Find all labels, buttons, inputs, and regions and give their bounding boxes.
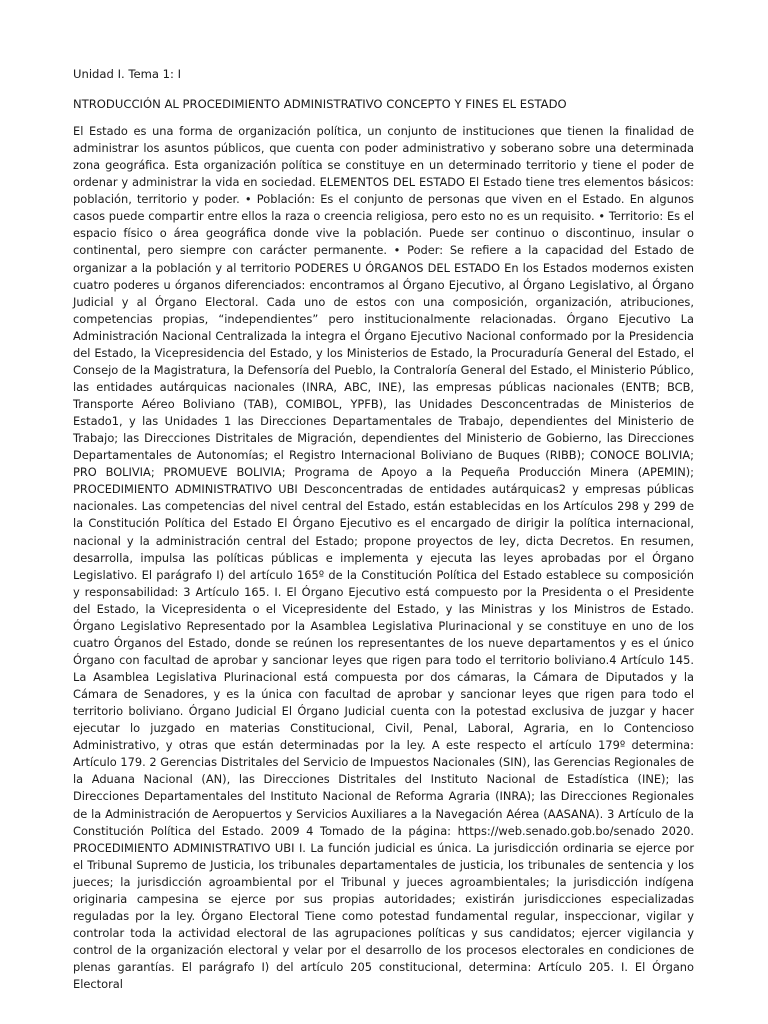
body-paragraph: El Estado es una forma de organización política, un conjunto de instituciones que tienen la finalidad de administrar los asuntos públicos, que cuenta con poder administrativo y soberano sobre una determinada zona geográfica. Esta organización política se constituye en un determinado territorio y tiene el poder de ordenar y administrar la vida en sociedad. ELEMENTOS DEL ESTADO El Estado tiene tres elementos básicos: población, territorio y poder. • Población: Es el conjunto de personas que viven en el Estado. En algunos casos puede compartir entre ellos la raza o creencia religiosa, pero esto no es un requisito. • Territorio: Es el espacio físico o área geográfica donde vive la población. Puede ser continuo o discontinuo, insular o continental, pero siempre con carácter permanente. • Poder: Se refiere a la capacidad del Estado de organizar a la población y al territorio PODERES U ÓRGANOS DEL ESTADO En los Estados modernos existen cuatro poderes u órganos diferenciados: encontramos al Órgano Ejecutivo, al Órgano Legislativo, al Órgano Judicial y al Órgano Electoral. Cada uno de estos con una composición, organización, atribuciones, competencias propias, “independientes” pero institucionalmente relacionadas. Órgano Ejecutivo La Administración Nacional Centralizada la integra el Órgano Ejecutivo Nacional conformado por la Presidencia del Estado, la Vicepresidencia del Estado, y los Ministerios de Estado, la Procuraduría General del Estado, el Consejo de la Magistratura, la Defensoría del Pueblo, la Contraloría General del Estado, el Ministerio Público, las entidades autárquicas nacionales (INRA, ABC, INE), las empresas públicas nacionales (ENTB; BCB, Transporte Aéreo Boliviano (TAB), COMIBOL, YPFB), las Unidades Desconcentradas de Ministerios de Estado1, y las Unidades 1 las Direcciones Departamentales de Trabajo, dependientes del Ministerio de Trabajo; las Direcciones Distritales de Migración, dependientes del Ministerio de Gobierno, las Direcciones Departamentales de Autonomías; el Registro Internacional Boliviano de Buques (RIBB); CONOCE BOLIVIA; PRO BOLIVIA; PROMUEVE BOLIVIA; Programa de Apoyo a la Pequeña Producción Minera (APEMIN); PROCEDIMIENTO ADMINISTRATIVO UBI Desconcentradas de entidades autárquicas2 y empresas públicas nacionales. Las competencias del nivel central del Estado, están establecidas en los Artículos 298 y 299 de la Constitución Política del Estado El Órgano Ejecutivo es el encargado de dirigir la política internacional, nacional y la administración central del Estado; propone proyectos de ley, dicta Decretos. En resumen, desarrolla, impulsa las políticas públicas e implementa y ejecuta las leyes aprobadas por el Órgano Legislativo. El parágrafo I) del artículo 165º de la Constitución Política del Estado establece su composición y responsabilidad: 3 Artículo 165. I. El Órgano Ejecutivo está compuesto por la Presidenta o el Presidente del Estado, la Vicepresidenta o el Vicepresidente del Estado, y las Ministras y los Ministros de Estado. Órgano Legislativo Representado por la Asamblea Legislativa Plurinacional y se constituye en uno de los cuatro Órganos del Estado, donde se reúnen los representantes de los nueve departamentos y es el único Órgano con facultad de aprobar y sancionar leyes que rigen para todo el territorio boliviano.4 Artículo 145. La Asamblea Legislativa Plurinacional está compuesta por dos cámaras, la Cámara de Diputados y la Cámara de Senadores, y es la única con facultad de aprobar y sancionar leyes que rigen para todo el territorio boliviano. Órgano Judicial El Órgano Judicial cuenta con la potestad exclusiva de juzgar y hacer ejecutar lo juzgado en materias Constitucional, Civil, Penal, Laboral, Agraria, en lo Contencioso Administrativo, y otras que están determinadas por la ley. A este respecto el artículo 179º determina: Artículo 179. 2 Gerencias Distritales del Servicio de Impuestos Nacionales (SIN), las Gerencias Regionales de la Aduana Nacional (AN), las Direcciones Distritales del Instituto Nacional de Estadística (INE); las Direcciones Departamentales del Instituto Nacional de Reforma Agraria (INRA); las Direcciones Regionales de la Administración de Aeropuertos y Servicios Auxiliares a la Navegación Aérea (AASANA). 3 Artículo de la Constitución Política del Estado. 2009 4 Tomado de la página: https://web.senado.gob.bo/senado 2020. PROCEDIMIENTO ADMINISTRATIVO UBI I. La función judicial es única. La jurisdicción ordinaria se ejerce por el Tribunal Supremo de Justicia, los tribunales departamentales de justicia, los tribunales de sentencia y los jueces; la jurisdicción agroambiental por el Tribunal y jueces agroambientales; la jurisdicción indígena originaria campesina se ejerce por sus propias autoridades; existirán jurisdicciones especializadas reguladas por la ley. Órgano Electoral Tiene como potestad fundamental regular, inspeccionar, vigilar y controlar toda la actividad electoral de las agrupaciones políticas y sus candidatos; ejercer vigilancia y control de la organización electoral y velar por el desarrollo de los procesos electorales en condiciones de plenas garantías. El parágrafo I) del artículo 205 constitucional, determina: Artículo 205. I. El Órgano Electoral: [73, 124, 694, 992]
document-page: [73, 66, 694, 993]
topic-title: NTRODUCCIÓN AL PROCEDIMIENTO ADMINISTRATIVO CONCEPTO Y FINES EL ESTADO: [73, 97, 567, 111]
unit-heading: Unidad I. Tema 1: I: [73, 67, 182, 81]
